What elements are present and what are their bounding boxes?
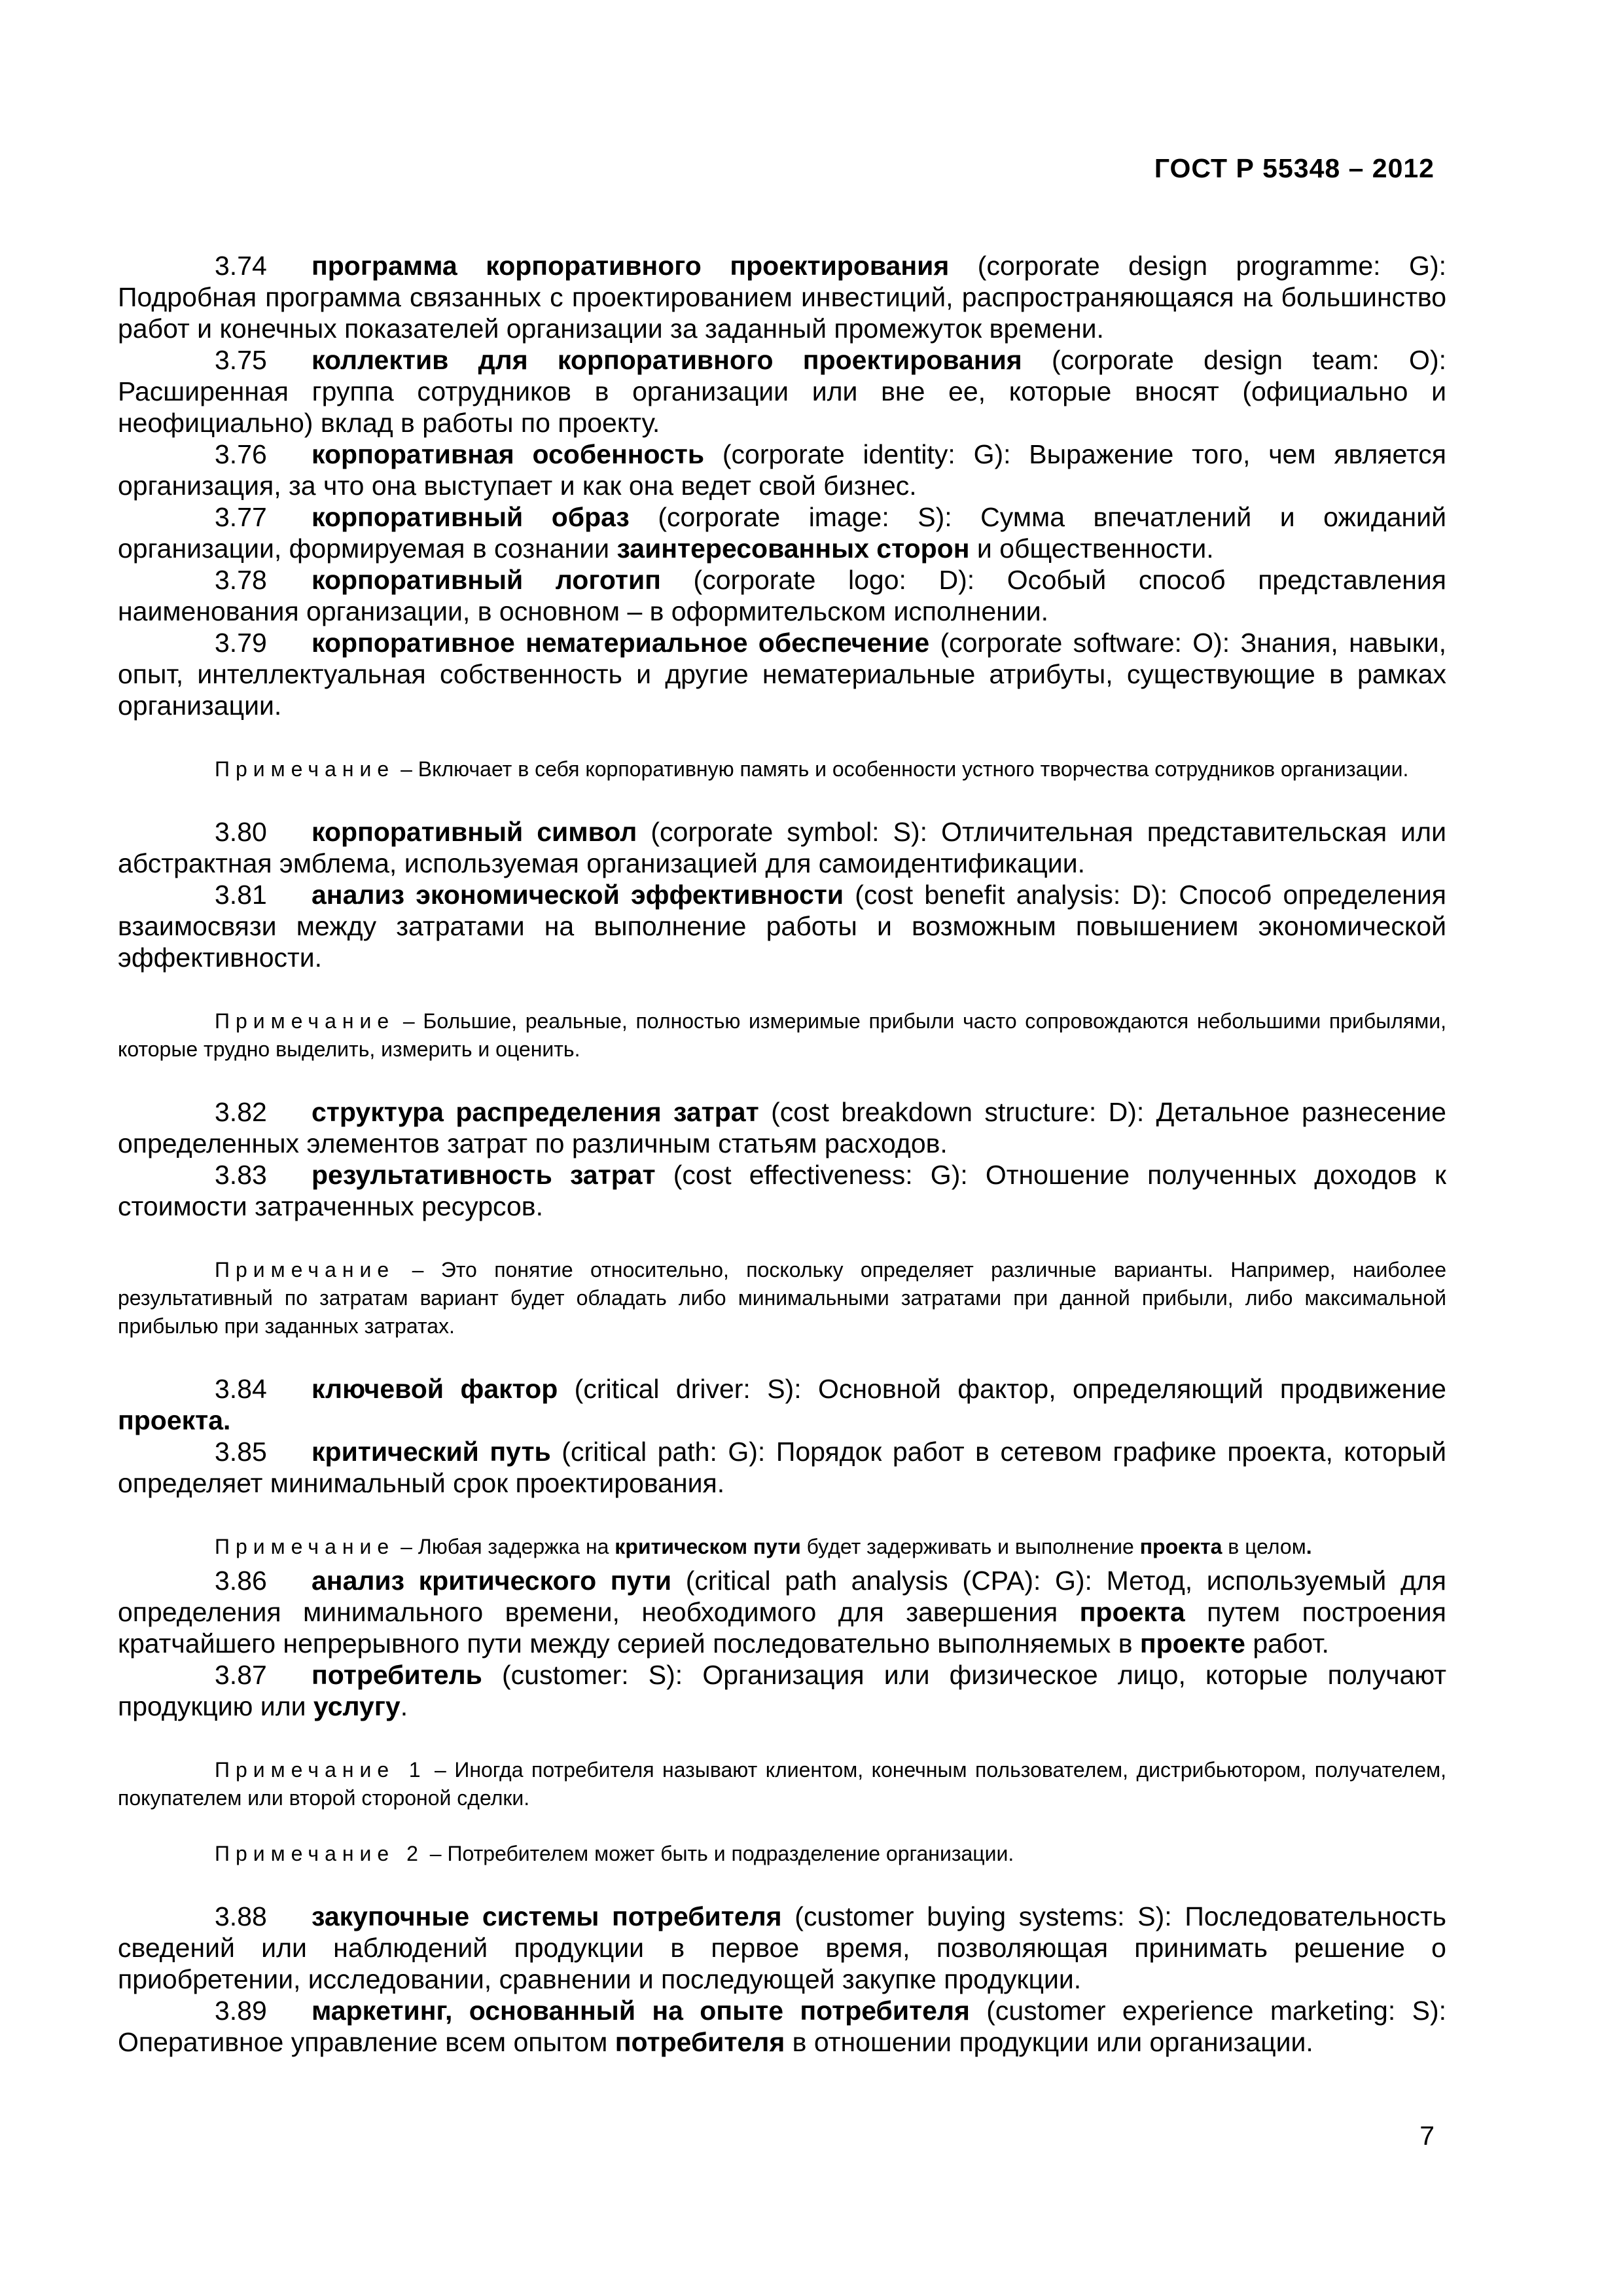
- term-definition: (critical driver: S): Основной фактор, определяющий продвижение: [558, 1374, 1446, 1404]
- term-definition-end: работ.: [1245, 1628, 1329, 1659]
- term-name: коллектив для корпоративного проектирования: [312, 345, 1022, 375]
- term-3-77: [118, 501, 1446, 564]
- term-name: анализ критического пути: [312, 1566, 672, 1596]
- note-text: – Большие, реальные, полностью измеримые прибыли часто сопровождаются небольшими прибылями, которые трудно выделить, измерить и оценить.: [118, 1009, 1446, 1061]
- term-name: критический путь: [312, 1437, 551, 1467]
- term-number: 3.89: [215, 1996, 267, 2026]
- term-3-75: [118, 344, 1446, 439]
- note-reference: проекта: [1139, 1535, 1222, 1558]
- term-reference: заинтересованных сторон: [616, 533, 970, 564]
- note-3-85: [118, 1533, 1446, 1561]
- term-name: программа корпоративного проектирования: [312, 251, 950, 281]
- term-reference: проекта.: [118, 1405, 231, 1435]
- term-name: корпоративный символ: [312, 817, 637, 847]
- term-definition: (corporate software: O): Знания, навыки, опыт, интеллектуальная собственность и другие нематериальные атрибуты, существующие в рамках организации.: [118, 628, 1447, 721]
- note-text: – Любая задержка на: [395, 1535, 615, 1558]
- term-reference: потребителя: [615, 2027, 785, 2057]
- note-text-end: в целом: [1222, 1535, 1306, 1558]
- note-3-81: [118, 1007, 1446, 1064]
- term-name: закупочные системы потребителя: [312, 1901, 782, 1931]
- term-name: маркетинг, основанный на опыте потребителя: [312, 1996, 970, 2026]
- note-3-87-2: [118, 1840, 1446, 1868]
- note-3-87-1: [118, 1756, 1446, 1812]
- term-number: 3.75: [215, 345, 267, 375]
- term-reference: услугу: [313, 1691, 401, 1721]
- term-3-78: [118, 564, 1446, 627]
- term-name: корпоративное нематериальное обеспечение: [312, 628, 930, 658]
- term-definition-end: и общественности.: [969, 533, 1214, 564]
- term-number: 3.86: [215, 1566, 267, 1596]
- note-text: – Потребителем может быть и подразделение организации.: [423, 1842, 1014, 1865]
- term-3-74: [118, 250, 1446, 344]
- term-3-76: [118, 439, 1446, 501]
- note-text: – Включает в себя корпоративную память и особенности устного творчества сотрудников организации.: [395, 757, 1409, 781]
- term-name: потребитель: [312, 1660, 482, 1690]
- note-text: – Это понятие относительно, поскольку определяет различные варианты. Например, наиболее результативный по затратам вариант будет обладать либо минимальными затратами при данной прибыли, либо максимальной прибылью при заданных затратах.: [118, 1258, 1446, 1338]
- term-3-82: [118, 1096, 1446, 1159]
- term-name: корпоративный логотип: [312, 565, 661, 595]
- term-number: 3.76: [215, 439, 267, 469]
- term-name: структура распределения затрат: [312, 1097, 759, 1127]
- term-3-81: [118, 879, 1446, 973]
- term-number: 3.83: [215, 1160, 267, 1190]
- term-3-87: [118, 1659, 1446, 1722]
- term-definition-continued: путем построения кратчайшего непрерывного пути между серией последовательно выполняемых в: [118, 1597, 1447, 1659]
- term-definition: (customer: S): Организация или физическое лицо, которые получают продукцию или: [118, 1660, 1446, 1721]
- term-definition: (corporate design programme: G): Подробная программа связанных с проектированием инвестиций, распространяющаяся на большинство работ и конечных показателей организации за заданный промежуток времени.: [118, 251, 1446, 344]
- term-3-86: [118, 1565, 1446, 1659]
- term-definition: (corporate logo: D): Особый способ представления наименования организации, в основном – в оформительском исполнении.: [118, 565, 1446, 626]
- term-definition: (critical path analysis (CPA): G): Метод, используемый для определения минимального времени, необходимого для завершения: [118, 1566, 1446, 1627]
- term-number: 3.79: [215, 628, 267, 658]
- term-definition: (customer buying systems: S): Последовательность сведений или наблюдений продукции в первое время, позволяющая принимать решение о приобретении, исследовании, сравнении и последующей закупке продукции.: [118, 1901, 1446, 1994]
- term-definition: (corporate design team: O): Расширенная группа сотрудников в организации или вне ее, которые вносят (официально и неофициально) вклад в работы по проекту.: [118, 345, 1446, 438]
- note-text: – Иногда потребителя называют клиентом, конечным пользователем, дистрибьютором, получателем, покупателем или второй стороной сделки.: [118, 1758, 1447, 1810]
- term-name: анализ экономической эффективности: [312, 880, 844, 910]
- page-number: 7: [1419, 2121, 1435, 2151]
- term-name: ключевой фактор: [312, 1374, 558, 1404]
- term-number: 3.82: [215, 1097, 267, 1127]
- note-label: Примечание: [215, 1258, 395, 1282]
- note-reference: критическом пути: [615, 1535, 801, 1558]
- term-definition: (cost benefit analysis: D): Способ определения взаимосвязи между затратами на выполнение работы и возможным повышением экономической эффективности.: [118, 880, 1446, 973]
- note-period: .: [1306, 1535, 1312, 1558]
- term-number: 3.78: [215, 565, 267, 595]
- note-label: Примечание: [215, 1009, 395, 1033]
- term-number: 3.87: [215, 1660, 267, 1690]
- note-label: Примечание: [215, 757, 395, 781]
- note-label: Примечание: [215, 1535, 395, 1558]
- term-definition: (critical path: G): Порядок работ в сетевом графике проекта, который определяет минимальный срок проектирования.: [118, 1437, 1447, 1498]
- term-definition: (customer experience marketing: S): Оперативное управление всем опытом: [118, 1996, 1446, 2057]
- term-definition-end: .: [400, 1691, 408, 1721]
- term-number: 3.85: [215, 1437, 267, 1467]
- note-label: Примечание 2: [215, 1842, 424, 1865]
- term-definition: (corporate image: S): Сумма впечатлений и ожиданий организации, формируемая в сознании: [118, 502, 1447, 564]
- term-reference: проекта: [1079, 1597, 1185, 1627]
- term-3-84: [118, 1373, 1446, 1436]
- note-label: Примечание 1: [215, 1758, 427, 1782]
- term-name: результативность затрат: [312, 1160, 656, 1190]
- note-3-83: [118, 1256, 1446, 1340]
- term-3-88: [118, 1901, 1446, 1995]
- term-number: 3.74: [215, 251, 267, 281]
- term-number: 3.88: [215, 1901, 267, 1931]
- term-number: 3.80: [215, 817, 267, 847]
- document-body: [118, 250, 1446, 2058]
- term-definition-end: в отношении продукции или организации.: [785, 2027, 1313, 2057]
- term-3-83: [118, 1159, 1446, 1222]
- term-definition: (cost effectiveness: G): Отношение полученных доходов к стоимости затраченных ресурсов.: [118, 1160, 1446, 1221]
- term-number: 3.77: [215, 502, 267, 532]
- term-number: 3.81: [215, 880, 267, 910]
- term-definition: (corporate symbol: S): Отличительная представительская или абстрактная эмблема, используемая организацией для самоидентификации.: [118, 817, 1446, 878]
- term-3-80: [118, 816, 1446, 879]
- term-3-79: [118, 627, 1446, 721]
- term-number: 3.84: [215, 1374, 267, 1404]
- term-3-89: [118, 1995, 1446, 2058]
- term-name: корпоративная особенность: [312, 439, 705, 469]
- term-definition: (corporate identity: G): Выражение того, чем является организация, за что она выступает и как она ведет свой бизнес.: [118, 439, 1446, 501]
- note-text-continued: будет задерживать и выполнение: [800, 1535, 1140, 1558]
- note-3-79: [118, 755, 1446, 783]
- term-definition: (cost breakdown structure: D): Детальное разнесение определенных элементов затрат по различным статьям расходов.: [118, 1097, 1446, 1158]
- term-3-85: [118, 1436, 1446, 1499]
- standard-header: ГОСТ Р 55348 – 2012: [1154, 153, 1435, 183]
- term-name: корпоративный образ: [312, 502, 630, 532]
- term-reference: проекте: [1139, 1628, 1245, 1659]
